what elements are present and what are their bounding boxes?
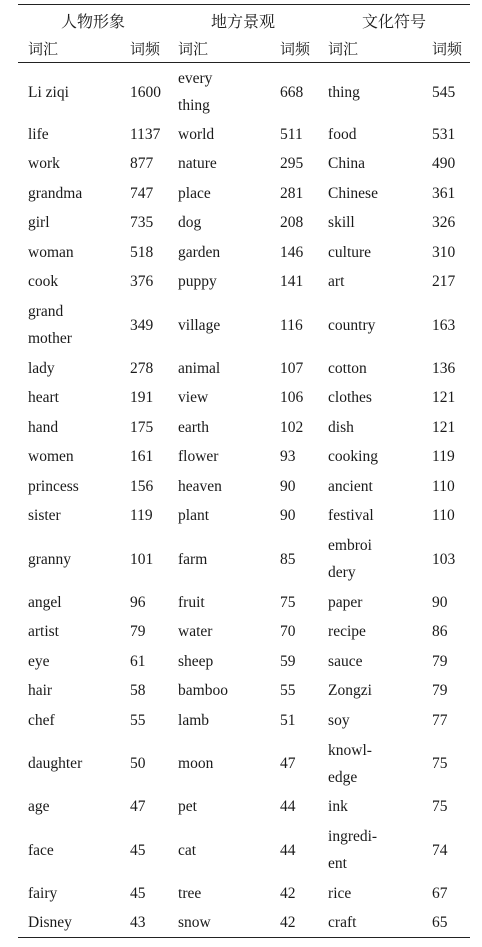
- table-row: [18, 735, 470, 792]
- character-frequency-cell: 349: [130, 316, 154, 334]
- symbol-word-cell: rice: [328, 884, 352, 902]
- character-frequency-cell: 45: [130, 884, 146, 902]
- landscape-frequency-cell: 55: [280, 682, 296, 700]
- character-frequency-cell: 161: [130, 448, 154, 466]
- symbol-word-cell: cooking: [328, 448, 378, 466]
- table-row: [18, 501, 470, 531]
- sub-header-frequency: 词频: [270, 35, 318, 63]
- landscape-word-cell: bamboo: [178, 682, 228, 700]
- character-frequency-cell: 877: [130, 155, 154, 173]
- symbol-frequency-cell: 75: [432, 798, 448, 816]
- symbol-frequency-cell: 110: [432, 507, 455, 525]
- landscape-word-cell: sheep: [178, 652, 214, 670]
- landscape-word-cell: moon: [178, 755, 214, 772]
- landscape-word-cell: tree: [178, 884, 202, 902]
- table-row: [18, 792, 470, 822]
- character-frequency-cell: 1137: [130, 125, 161, 143]
- character-word-cell: Li ziqi: [28, 83, 69, 101]
- character-frequency-cell: 43: [120, 908, 168, 938]
- group-header-cultural-symbol: 文化符号: [318, 5, 470, 36]
- symbol-frequency-cell: 326: [432, 214, 456, 232]
- landscape-word-cell: nature: [178, 155, 217, 173]
- landscape-word-cell: earth: [178, 418, 209, 436]
- table-row: [18, 442, 470, 472]
- landscape-word-cell: fruit: [178, 593, 205, 611]
- table-row: [18, 149, 470, 179]
- symbol-word-cell: embroi dery: [328, 537, 372, 581]
- symbol-word-cell: skill: [328, 214, 355, 232]
- symbol-frequency-cell: 86: [432, 623, 448, 641]
- table-row: [18, 413, 470, 443]
- group-header-local-landscape: 地方景观: [168, 5, 318, 36]
- table-row: [18, 879, 470, 909]
- landscape-frequency-cell: 90: [280, 477, 296, 495]
- landscape-word-cell: lamb: [178, 711, 210, 729]
- character-frequency-cell: 61: [130, 652, 146, 670]
- sub-header-frequency: 词频: [120, 35, 168, 63]
- landscape-frequency-cell: 90: [280, 507, 296, 525]
- table-row: [18, 354, 470, 384]
- landscape-frequency-cell: 59: [280, 652, 296, 670]
- symbol-word-cell: food: [328, 125, 357, 143]
- symbol-frequency-cell: 310: [432, 243, 456, 261]
- landscape-frequency-cell: 106: [280, 389, 304, 407]
- character-word-cell: cook: [28, 273, 59, 291]
- character-frequency-cell: 47: [130, 798, 146, 816]
- symbol-frequency-cell: 531: [432, 125, 456, 143]
- table-row: [18, 297, 470, 354]
- character-frequency-cell: 55: [130, 711, 146, 729]
- landscape-frequency-cell: 668: [280, 83, 304, 101]
- landscape-frequency-cell: 42: [280, 884, 296, 902]
- character-frequency-cell: 1600: [130, 83, 161, 101]
- landscape-word-cell: plant: [178, 507, 210, 525]
- symbol-word-cell: China: [328, 155, 366, 173]
- symbol-word-cell: recipe: [328, 623, 366, 641]
- symbol-frequency-cell: 110: [432, 477, 455, 495]
- character-word-cell: woman: [28, 243, 74, 261]
- table-row: [18, 238, 470, 268]
- symbol-frequency-cell: 136: [432, 359, 456, 377]
- landscape-word-cell: place: [178, 184, 211, 202]
- character-word-cell: daughter: [28, 755, 83, 772]
- symbol-frequency-cell: 217: [432, 273, 456, 291]
- character-frequency-cell: 50: [130, 755, 146, 772]
- landscape-frequency-cell: 44: [280, 841, 296, 859]
- table-row: [18, 617, 470, 647]
- landscape-frequency-cell: 75: [280, 593, 296, 611]
- symbol-word-cell: sauce: [328, 652, 363, 670]
- landscape-word-cell: puppy: [178, 273, 217, 291]
- character-frequency-cell: 191: [130, 389, 154, 407]
- landscape-frequency-cell: 146: [280, 243, 304, 261]
- symbol-word-cell: dish: [328, 418, 354, 436]
- symbol-word-cell: paper: [328, 593, 363, 611]
- landscape-frequency-cell: 141: [280, 273, 304, 291]
- landscape-frequency-cell: 85: [280, 550, 296, 568]
- symbol-word-cell: thing: [328, 83, 360, 101]
- table-row: [18, 472, 470, 502]
- character-word-cell: hand: [28, 418, 59, 436]
- word-frequency-table: [18, 4, 470, 938]
- character-word-cell: granny: [28, 550, 72, 568]
- landscape-word-cell: pet: [178, 798, 197, 816]
- landscape-frequency-cell: 93: [280, 448, 296, 466]
- symbol-word-cell: clothes: [328, 389, 372, 407]
- landscape-word-cell: cat: [178, 841, 197, 859]
- landscape-frequency-cell: 281: [280, 184, 304, 202]
- landscape-frequency-cell: 102: [280, 418, 304, 436]
- landscape-frequency-cell: 47: [280, 755, 296, 772]
- table-row: [18, 63, 470, 120]
- landscape-word-cell: world: [178, 125, 215, 143]
- character-frequency-cell: 735: [130, 214, 154, 232]
- landscape-frequency-cell: 208: [280, 214, 304, 232]
- symbol-word-cell: knowl- edge: [328, 741, 372, 786]
- landscape-word-cell: garden: [178, 243, 221, 261]
- character-frequency-cell: 376: [130, 273, 154, 291]
- character-word-cell: fairy: [28, 884, 58, 902]
- character-word-cell: sister: [28, 507, 61, 525]
- landscape-word-cell: every thing: [178, 70, 213, 115]
- landscape-frequency-cell: 70: [280, 623, 296, 641]
- character-frequency-cell: 58: [130, 682, 146, 700]
- character-frequency-cell: 175: [130, 418, 154, 436]
- sub-header-word: 词汇: [168, 35, 270, 63]
- symbol-frequency-cell: 545: [432, 83, 456, 101]
- symbol-frequency-cell: 79: [432, 682, 448, 700]
- symbol-frequency-cell: 77: [432, 711, 448, 729]
- symbol-frequency-cell: 121: [432, 418, 456, 436]
- character-word-cell: face: [28, 841, 54, 859]
- group-header-row: [18, 5, 470, 36]
- symbol-frequency-cell: 65: [422, 908, 470, 938]
- landscape-frequency-cell: 42: [270, 908, 318, 938]
- sub-header-word: 词汇: [18, 35, 120, 63]
- table-row: [18, 706, 470, 736]
- character-word-cell: angel: [28, 593, 62, 611]
- symbol-word-cell: cotton: [328, 359, 367, 377]
- landscape-frequency-cell: 44: [280, 798, 296, 816]
- character-word-cell: grandma: [28, 184, 83, 202]
- table-row: [18, 531, 470, 588]
- symbol-word-cell: culture: [328, 243, 372, 261]
- table-row: [18, 120, 470, 150]
- table-body: [18, 63, 470, 938]
- landscape-word-cell: heaven: [178, 477, 222, 495]
- symbol-word-cell: ingredi- ent: [328, 828, 378, 872]
- landscape-frequency-cell: 107: [280, 359, 304, 377]
- symbol-word-cell: festival: [328, 507, 374, 525]
- sub-header-row: [18, 35, 470, 63]
- landscape-word-cell: snow: [168, 908, 270, 938]
- symbol-frequency-cell: 103: [432, 550, 456, 568]
- landscape-frequency-cell: 116: [280, 316, 303, 334]
- landscape-word-cell: dog: [178, 214, 202, 232]
- table-row: [18, 588, 470, 618]
- symbol-frequency-cell: 75: [432, 755, 448, 772]
- character-word-cell: princess: [28, 477, 79, 495]
- character-frequency-cell: 96: [130, 593, 146, 611]
- symbol-word-cell: ancient: [328, 477, 373, 495]
- group-header-character-image: 人物形象: [18, 5, 168, 36]
- sub-header-frequency: 词频: [422, 35, 470, 63]
- symbol-word-cell: soy: [328, 711, 350, 729]
- landscape-word-cell: village: [178, 316, 221, 334]
- sub-header-word: 词汇: [318, 35, 422, 63]
- table-row: [18, 208, 470, 238]
- landscape-frequency-cell: 295: [280, 155, 304, 173]
- character-word-cell: women: [28, 448, 74, 466]
- character-frequency-cell: 278: [130, 359, 154, 377]
- table-row: [18, 267, 470, 297]
- character-word-cell: life: [28, 125, 49, 143]
- character-word-cell: chef: [28, 711, 55, 729]
- character-word-cell: artist: [28, 623, 59, 641]
- symbol-word-cell: country: [328, 316, 376, 334]
- landscape-word-cell: animal: [178, 359, 221, 377]
- table-row: [18, 179, 470, 209]
- table-row: [18, 822, 470, 879]
- character-word-cell: work: [28, 155, 60, 173]
- landscape-word-cell: flower: [178, 448, 219, 466]
- character-word-cell: lady: [28, 359, 55, 377]
- character-frequency-cell: 119: [130, 507, 153, 525]
- character-word-cell: eye: [28, 652, 50, 670]
- symbol-word-cell: Zongzi: [328, 682, 372, 700]
- symbol-frequency-cell: 67: [432, 884, 448, 902]
- symbol-frequency-cell: 361: [432, 184, 456, 202]
- symbol-frequency-cell: 163: [432, 316, 456, 334]
- character-frequency-cell: 518: [130, 243, 154, 261]
- symbol-word-cell: Chinese: [328, 184, 378, 202]
- symbol-frequency-cell: 74: [432, 841, 448, 859]
- character-frequency-cell: 45: [130, 841, 146, 859]
- landscape-frequency-cell: 51: [280, 711, 296, 729]
- symbol-frequency-cell: 90: [432, 593, 448, 611]
- symbol-word-cell: craft: [318, 908, 422, 938]
- character-word-cell: hair: [28, 682, 53, 700]
- landscape-frequency-cell: 511: [280, 125, 303, 143]
- landscape-word-cell: farm: [178, 550, 208, 568]
- landscape-word-cell: water: [178, 623, 213, 641]
- table-row: [18, 383, 470, 413]
- character-frequency-cell: 79: [130, 623, 146, 641]
- symbol-frequency-cell: 121: [432, 389, 456, 407]
- symbol-frequency-cell: 490: [432, 155, 456, 173]
- symbol-word-cell: art: [328, 273, 345, 291]
- landscape-word-cell: view: [178, 389, 209, 407]
- character-frequency-cell: 156: [130, 477, 154, 495]
- character-frequency-cell: 101: [130, 550, 154, 568]
- symbol-frequency-cell: 119: [432, 448, 455, 466]
- character-word-cell: Disney: [18, 908, 120, 938]
- character-frequency-cell: 747: [130, 184, 154, 202]
- character-word-cell: girl: [28, 214, 50, 232]
- table-row: [18, 647, 470, 677]
- symbol-frequency-cell: 79: [432, 652, 448, 670]
- table-row: [18, 676, 470, 706]
- table-row: [18, 908, 470, 938]
- character-word-cell: age: [28, 798, 50, 816]
- character-word-cell: grand mother: [28, 303, 72, 347]
- symbol-word-cell: ink: [328, 798, 348, 816]
- character-word-cell: heart: [28, 389, 59, 407]
